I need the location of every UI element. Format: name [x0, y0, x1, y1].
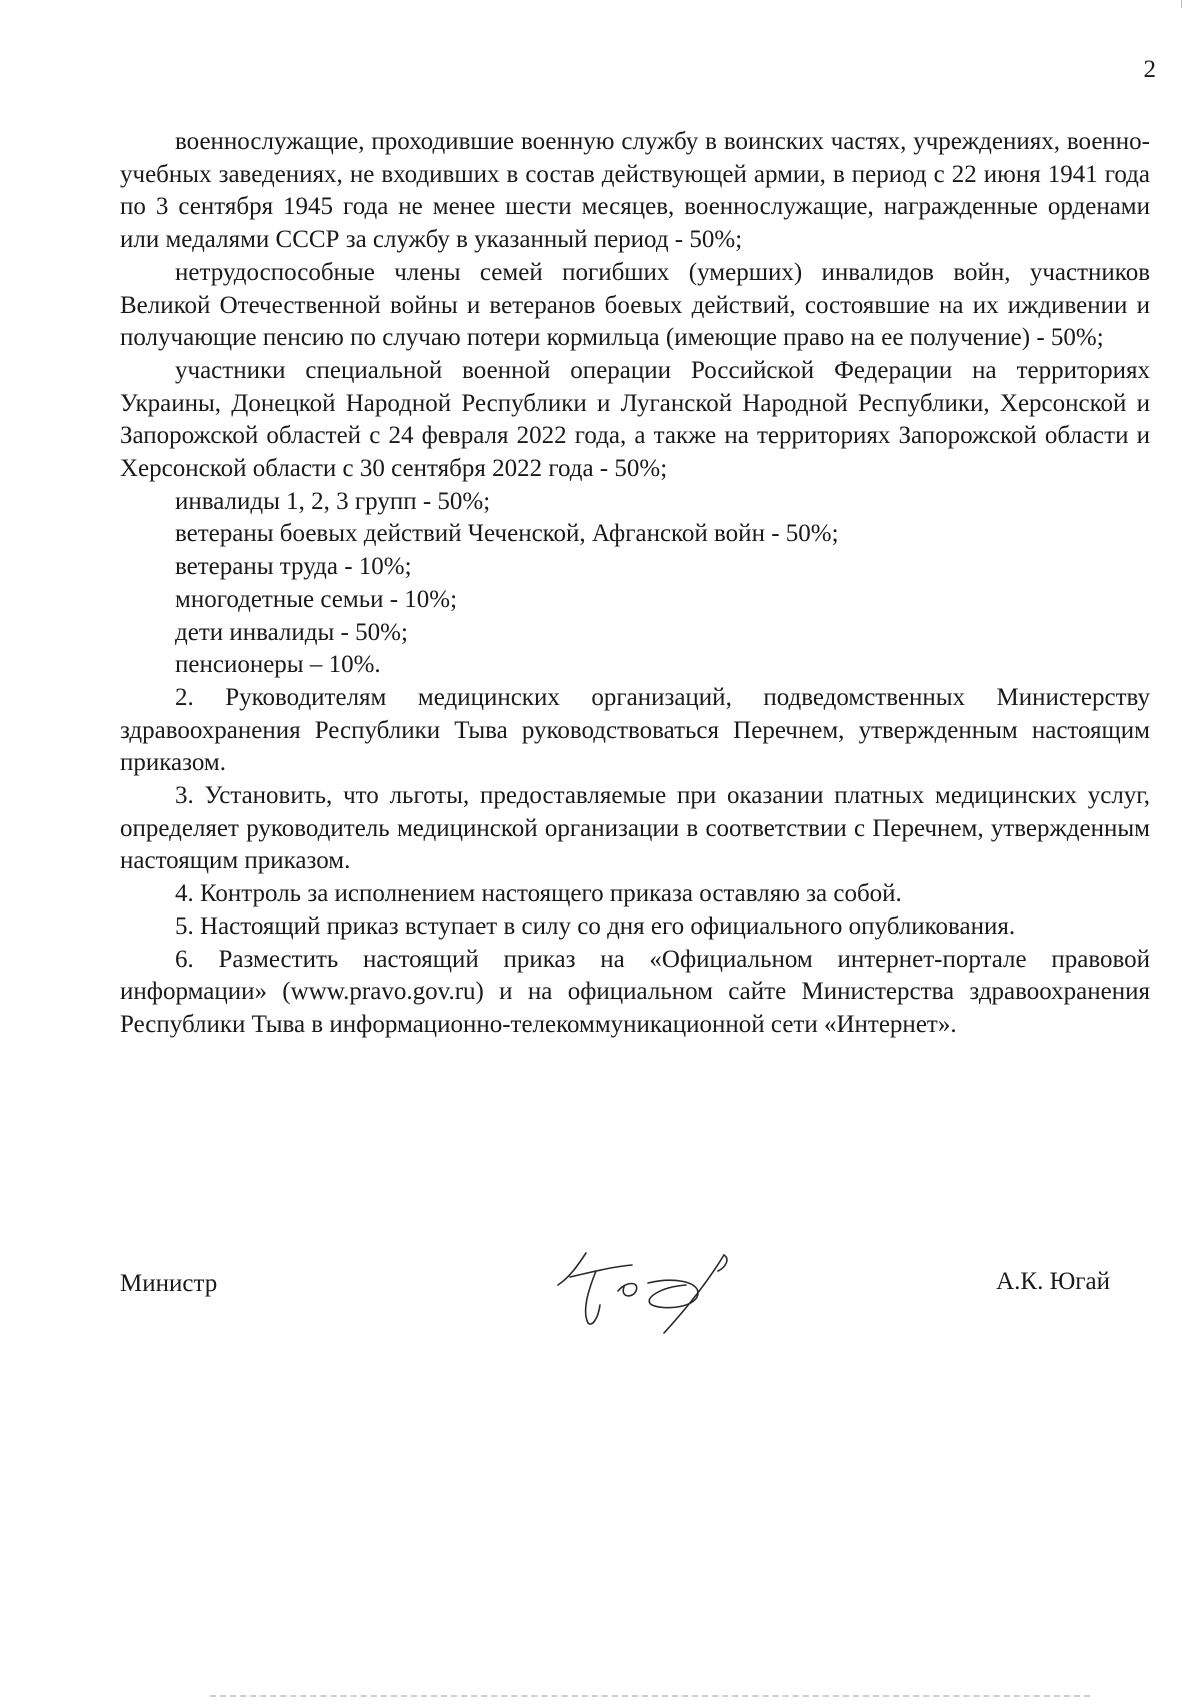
- paragraph-combat-veterans: ветераны боевых действий Чеченской, Афганской войн - 50%;: [175, 520, 839, 548]
- paragraph-special-operation: участники специальной военной операции Российской Федерации на территориях Украины, Донецкой Народной Республики и Луганской Народной Республики, Херсонской и Запорожской областей с 24 февраля 2022 года, а также на территориях Запорожской области и Херсонской области с 30 сентября 2022 года - 50%;: [120, 356, 1150, 483]
- scan-bottom-edge: [210, 1695, 1090, 1697]
- paragraph-large-families: многодетные семьи - 10%;: [175, 585, 458, 613]
- scan-edge-mark: [1181, 0, 1182, 8]
- paragraph-disabled-children: дети инвалиды - 50%;: [175, 618, 408, 646]
- clause-2: 2. Руководителям медицинских организаций, подведомственных Министерству здравоохранения Республики Тыва руководствоваться Перечнем, утвержденным настоящим приказом.: [120, 683, 1150, 777]
- paragraph-pensioners: пенсионеры – 10%.: [175, 651, 381, 679]
- paragraph-labor-veterans: ветераны труда - 10%;: [175, 553, 412, 581]
- page-number: 2: [1143, 56, 1156, 83]
- clause-6: 6. Разместить настоящий приказ на «Официальном интернет-портале правовой информации» (www.pravo.gov.ru) и на официальном сайте Министерства здравоохранения Республики Тыва в информационно-телекоммуникационной сети «Интернет».: [120, 945, 1150, 1038]
- paragraph-servicemen: военнослужащие, проходившие военную службу в воинских частях, учреждениях, военно-учебных заведениях, не входивших в состав действующей армии, в период с 22 июня 1941 года по 3 сентября 1945 года не менее шести месяцев, военнослужащие, награжденные орденами или медалями СССР за службу в указанный период - 50%;: [120, 128, 1150, 254]
- clause-4: 4. Контроль за исполнением настоящего приказа оставляю за собой.: [175, 880, 902, 908]
- handwritten-signature: [548, 1247, 748, 1347]
- clause-5: 5. Настоящий приказ вступает в силу со дня его официального опубликования.: [175, 912, 1016, 940]
- signatory-position: Министр: [120, 1270, 218, 1297]
- signatory-name: А.К. Югай: [996, 1268, 1110, 1295]
- signature-block: [120, 1253, 1110, 1363]
- paragraph-disabled: инвалиды 1, 2, 3 групп - 50%;: [175, 487, 491, 515]
- document-body: [120, 126, 1150, 1042]
- clause-3: 3. Установить, что льготы, предоставляемые при оказании платных медицинских услуг, определяет руководитель медицинской организации в соответствии с Перечнем, утвержденным настоящим приказом.: [120, 782, 1150, 875]
- paragraph-family-members: нетрудоспособные члены семей погибших (умерших) инвалидов войн, участников Великой Отечественной войны и ветеранов боевых действий, состоявшие на их иждивении и получающие пенсию по случаю потери кормильца (имеющие право на ее получение) - 50%;: [120, 258, 1150, 352]
